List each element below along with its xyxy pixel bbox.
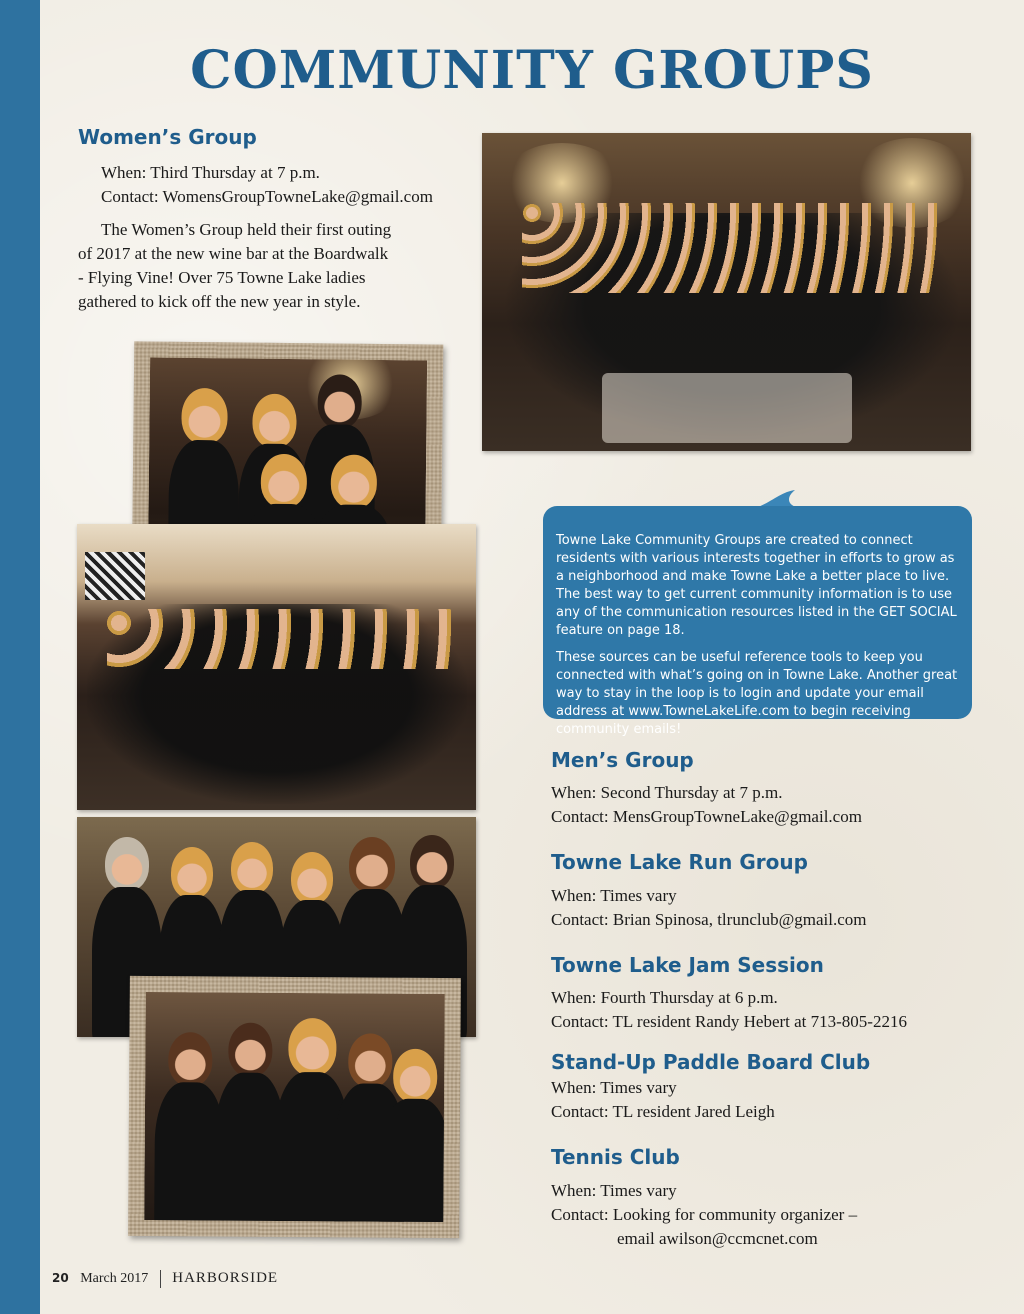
description-line: gathered to kick off the new year in style. [78, 292, 361, 311]
womens-group-description [78, 218, 458, 314]
info-box-paragraph-1: Towne Lake Community Groups are created to connect residents with various interests together in efforts to grow as a neighborhood and make Towne Lake a better place to live. The best way to get current community information is to use any of the communication resources listed in the GET SOCIAL feature on page 18. [556, 533, 957, 638]
paddle-board-when: When: Times vary [551, 1078, 677, 1097]
run-group-when: When: Times vary [551, 886, 677, 905]
description-line: - Flying Vine! Over 75 Towne Lake ladies [78, 268, 366, 287]
tennis-club-heading: Tennis Club [551, 1145, 680, 1169]
footer-divider [160, 1270, 161, 1288]
description-line: of 2017 at the new wine bar at the Boardwalk [78, 244, 389, 263]
paddle-board-heading: Stand-Up Paddle Board Club [551, 1050, 871, 1074]
info-box [543, 506, 972, 737]
jam-session-when: When: Fourth Thursday at 6 p.m. [551, 988, 778, 1007]
womens-group-heading: Women’s Group [78, 125, 257, 149]
tennis-club-contact-email: email awilson@ccmcnet.com [617, 1229, 818, 1248]
page-number: 20 [52, 1271, 69, 1286]
group-photo-middle [77, 524, 476, 810]
run-group-heading: Towne Lake Run Group [551, 850, 808, 874]
page-title: COMMUNITY GROUPS [190, 40, 874, 101]
description-line: The Women’s Group held their first outing [101, 220, 392, 239]
mens-group-when: When: Second Thursday at 7 p.m. [551, 783, 783, 802]
tennis-club-contact: Contact: Looking for community organizer – [551, 1205, 858, 1224]
womens-group-when: When: Third Thursday at 7 p.m. [101, 163, 320, 182]
issue-date: March 2017 [80, 1271, 149, 1287]
run-group-contact: Contact: Brian Spinosa, tlrunclub@gmail.com [551, 910, 867, 929]
jam-session-heading: Towne Lake Jam Session [551, 953, 824, 977]
mens-group-contact: Contact: MensGroupTowneLake@gmail.com [551, 807, 862, 826]
womens-group-contact: Contact: WomensGroupTowneLake@gmail.com [101, 187, 433, 206]
paddle-board-contact: Contact: TL resident Jared Leigh [551, 1102, 775, 1121]
publication-brand: HARBORSIDE [172, 1270, 279, 1287]
group-photo-large [482, 133, 971, 451]
jam-session-contact: Contact: TL resident Randy Hebert at 713-805-2216 [551, 1012, 907, 1031]
info-box-paragraph-2: These sources can be useful reference tools to keep you connected with what’s going on in Towne Lake. Another great way to stay in the loop is to login and update your email address at www.TowneLakeLife.com to begin receiving community emails! [556, 650, 958, 737]
framed-photo-2 [128, 976, 461, 1238]
mens-group-heading: Men’s Group [551, 748, 694, 772]
page-footer [52, 1270, 278, 1288]
tennis-club-when: When: Times vary [551, 1181, 677, 1200]
side-bar [0, 0, 40, 1314]
